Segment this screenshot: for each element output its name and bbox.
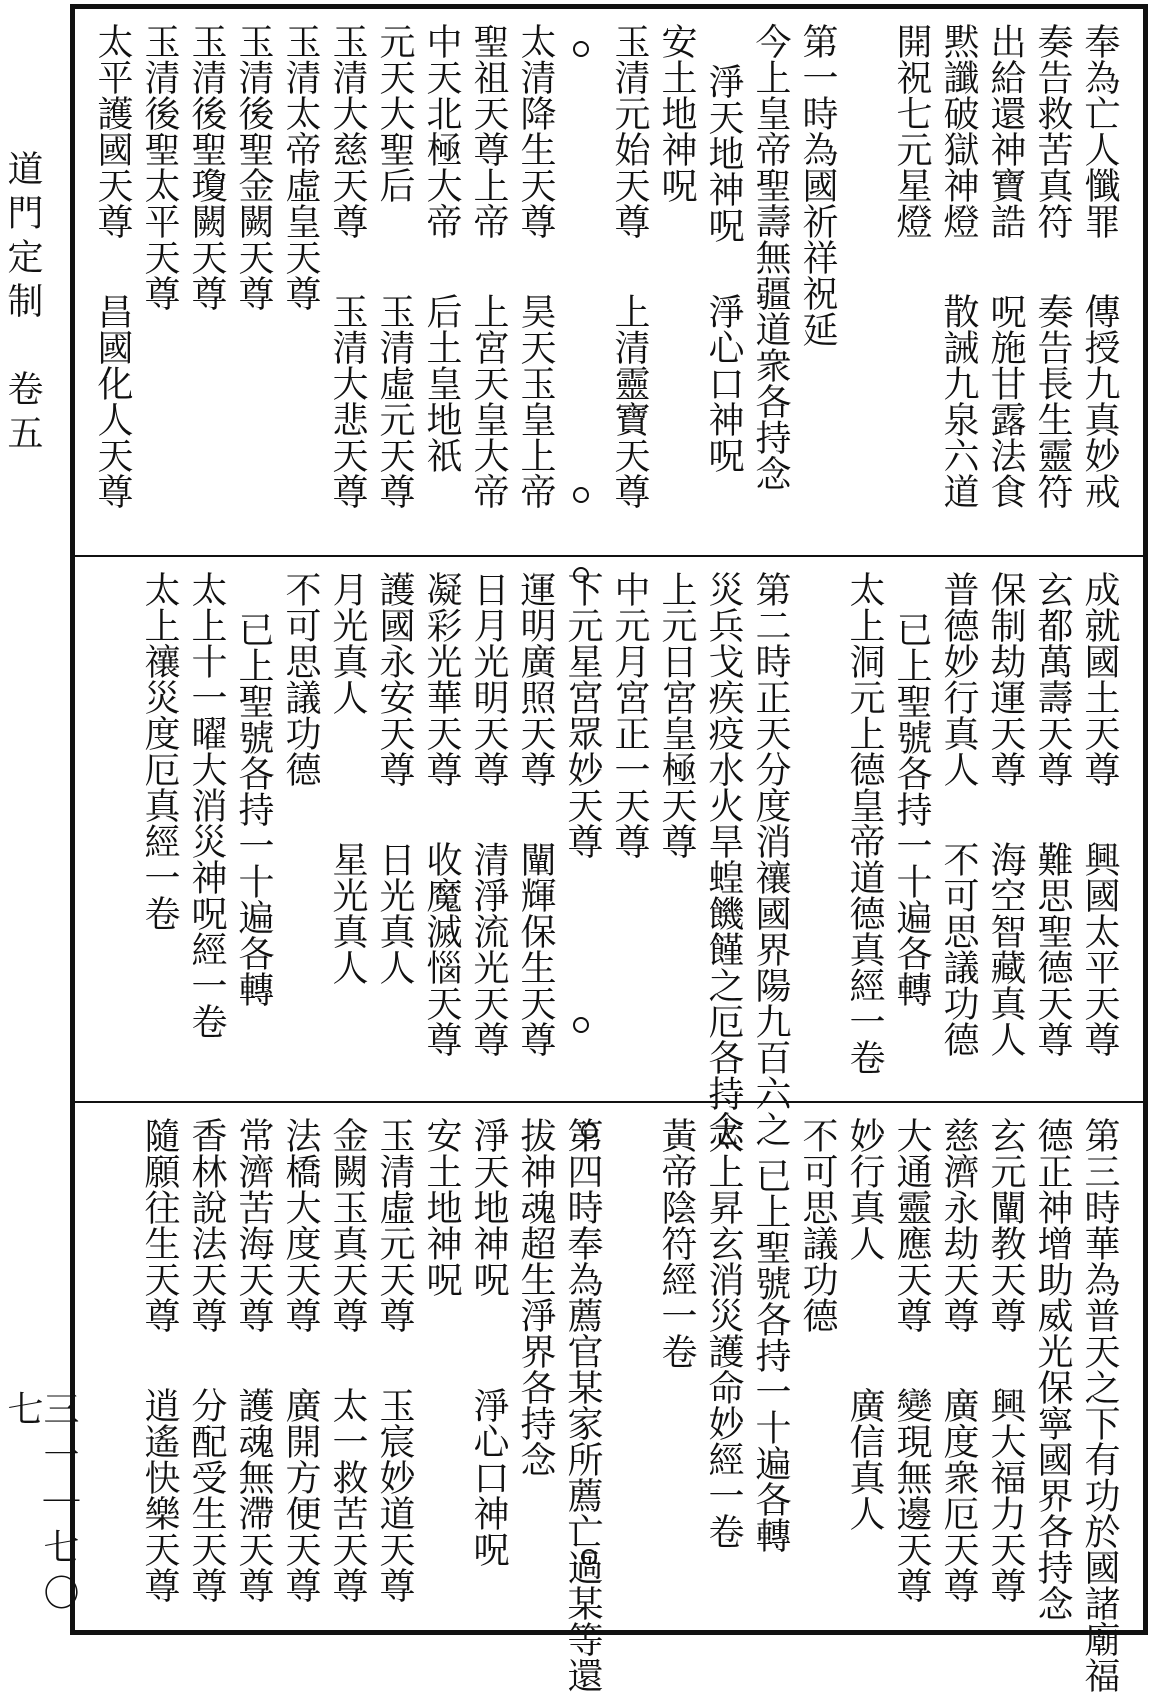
- column-text: 不可思議功德: [280, 571, 321, 787]
- text-column: [136, 571, 183, 1087]
- text-column: [1029, 23, 1076, 541]
- column-text-lower: 興大福力天尊: [985, 1387, 1026, 1603]
- text-column: [841, 1117, 888, 1616]
- text-column: [136, 23, 183, 541]
- text-column: [277, 1117, 324, 1616]
- text-column: [465, 571, 512, 1087]
- column-text-lower: 闡輝保生天尊: [515, 841, 556, 1057]
- column-text-lower: 玉清大悲天尊: [327, 293, 368, 509]
- panel-bottom: [75, 1101, 1143, 1693]
- column-text-lower: 收魔滅惱天尊: [421, 841, 462, 1057]
- column-text: 太上十一曜大消災神呪經一卷: [186, 571, 227, 1039]
- text-column: [794, 23, 841, 541]
- column-text: 不可思議功德: [797, 1117, 838, 1333]
- text-column: [794, 571, 841, 1087]
- column-text: 已上聖號各持一十遍各轉: [233, 611, 274, 1007]
- column-text: 第一時為國祈祥祝延: [797, 23, 838, 347]
- column-text: 大通靈應天尊: [891, 1117, 932, 1333]
- column-text-lower: 分配受生天尊: [186, 1387, 227, 1603]
- column-text-lower: 后土皇地祇: [421, 293, 462, 473]
- column-text: 玄元闡教天尊: [985, 1117, 1026, 1333]
- column-text: 玉清大慈天尊: [327, 23, 368, 239]
- column-text: 玉清後聖瓊闕天尊: [186, 23, 227, 311]
- column-text: 護國永安天尊: [374, 571, 415, 787]
- text-columns: [85, 571, 1123, 1147]
- column-text: 玉清後聖太平天尊: [139, 23, 180, 311]
- column-text-lower: 昊天玉皇上帝: [515, 293, 556, 509]
- text-column: [1076, 23, 1123, 541]
- panel-middle: [75, 555, 1143, 1147]
- column-text: 安土地神呪: [656, 23, 697, 203]
- text-column: [606, 571, 653, 1087]
- column-text-lower: 傳授九真妙戒: [1079, 293, 1120, 509]
- column-text-lower: 上清靈寶天尊: [609, 293, 650, 509]
- text-column: [935, 23, 982, 541]
- column-text-lower: 昌國化人天尊: [92, 293, 133, 509]
- text-column: [371, 571, 418, 1087]
- column-text: 上元日宮皇極天尊: [656, 571, 697, 859]
- column-text: 常濟苦海天尊: [233, 1117, 274, 1333]
- column-text-lower: 廣度衆厄天尊: [938, 1387, 979, 1603]
- text-column: [982, 1117, 1029, 1616]
- column-text: 隨願往生天尊: [139, 1117, 180, 1333]
- column-text: 安土地神呪: [421, 1117, 462, 1297]
- text-column: [888, 23, 935, 541]
- text-column: [559, 23, 606, 541]
- column-text: 拔神魂超生淨界各持念: [515, 1117, 556, 1477]
- text-column: [230, 1117, 277, 1616]
- column-text: 玉清後聖金闕天尊: [233, 23, 274, 311]
- text-column: [606, 1117, 653, 1616]
- column-text: 中天北極大帝: [421, 23, 462, 239]
- text-column: [794, 1117, 841, 1616]
- text-column: [653, 1117, 700, 1616]
- column-text: 聖祖天尊上帝: [468, 23, 509, 239]
- column-text-lower: 玉宸妙道天尊: [374, 1387, 415, 1603]
- column-text: 太平護國天尊: [92, 23, 133, 239]
- text-column: [747, 23, 794, 541]
- column-text: 香林說法天尊: [186, 1117, 227, 1333]
- column-text: 保制劫運天尊: [985, 571, 1026, 787]
- text-column: [324, 1117, 371, 1616]
- column-text: 金闕玉真天尊: [327, 1117, 368, 1333]
- column-text-lower: 興國太平天尊: [1079, 841, 1120, 1057]
- text-column: [324, 23, 371, 541]
- column-text: 法橋大度天尊: [280, 1117, 321, 1333]
- text-column: [418, 1117, 465, 1616]
- column-text: 第二時正天分度消禳國界陽九百六之: [750, 571, 791, 1147]
- text-column: [747, 1117, 794, 1616]
- column-text: 太上洞元上德皇帝道德真經一卷: [844, 571, 885, 1075]
- column-text-lower: 星光真人: [327, 841, 368, 985]
- column-text-lower: 變現無邊天尊: [891, 1387, 932, 1603]
- text-column: [183, 1117, 230, 1616]
- text-column: [1076, 1117, 1123, 1693]
- text-column: [371, 23, 418, 541]
- column-text-lower: 奏告長生靈符: [1032, 293, 1073, 509]
- column-text-lower: 難思聖德天尊: [1032, 841, 1073, 1057]
- column-text: 第四時奉為薦官某家所薦亡過某等還: [562, 1117, 603, 1693]
- text-column: [418, 23, 465, 541]
- text-column: [277, 23, 324, 541]
- text-column: [982, 23, 1029, 541]
- text-column: [559, 1117, 606, 1693]
- column-text: 玉清虛元天尊: [374, 1117, 415, 1333]
- text-column: [935, 1117, 982, 1616]
- column-text: 第三時華為普天之下有功於國諸廟福: [1079, 1117, 1120, 1693]
- column-text-lower: 淨心口神呪: [703, 293, 744, 473]
- text-column: [747, 571, 794, 1147]
- column-text: 已上聖號各持一十遍各轉: [750, 1157, 791, 1553]
- column-text-lower: 太一救苦天尊: [327, 1387, 368, 1603]
- column-text-lower: 護魂無滯天尊: [233, 1387, 274, 1603]
- column-text: 開祝七元星燈: [891, 23, 932, 239]
- column-text: 玄都萬壽天尊: [1032, 571, 1073, 787]
- text-column: [512, 571, 559, 1087]
- page-margin: [0, 0, 79, 1645]
- column-text: 淨天地神呪: [468, 1117, 509, 1297]
- text-column: [700, 23, 747, 541]
- text-column: [512, 23, 559, 541]
- column-text-lower: 海空智藏真人: [985, 841, 1026, 1057]
- column-text-lower: 淨心口神呪: [468, 1387, 509, 1567]
- column-text: 月光真人: [327, 571, 368, 715]
- text-column: [89, 23, 136, 541]
- text-column: [559, 571, 606, 1087]
- column-text: 太清降生天尊: [515, 23, 556, 239]
- text-column: [606, 23, 653, 541]
- text-column: [700, 1117, 747, 1616]
- column-text: 出給還神寶誥: [985, 23, 1026, 239]
- column-text: 玉清太帝虛皇天尊: [280, 23, 321, 311]
- column-text-lower: 廣信真人: [844, 1387, 885, 1531]
- text-column: [465, 23, 512, 541]
- column-text-lower: 散誡九泉六道: [938, 293, 979, 509]
- text-column: [1076, 571, 1123, 1087]
- column-text: 慈濟永劫天尊: [938, 1117, 979, 1333]
- column-text: 中元月宮正一天尊: [609, 571, 650, 859]
- column-text: 妙行真人: [844, 1117, 885, 1261]
- column-text-lower: 不可思議功德: [938, 841, 979, 1057]
- column-text: 元天大聖后: [374, 23, 415, 203]
- column-text: 淨天地神呪: [703, 63, 744, 243]
- text-column: [512, 1117, 559, 1616]
- text-column: [982, 571, 1029, 1087]
- column-text: 太上禳災度厄真經一卷: [139, 571, 180, 931]
- text-column: [935, 571, 982, 1087]
- text-column: [841, 23, 888, 541]
- column-text: 玉清元始天尊: [609, 23, 650, 239]
- page-number: 三一｜七〇七: [2, 1390, 79, 1620]
- column-text: 已上聖號各持一十遍各轉: [891, 611, 932, 1007]
- column-text: 黃帝陰符經一卷: [656, 1117, 697, 1369]
- column-text-lower: 清淨流光天尊: [468, 841, 509, 1057]
- column-text-lower: 日光真人: [374, 841, 415, 985]
- column-text: 太上昇玄消災護命妙經一卷: [703, 1117, 744, 1549]
- text-column: [183, 571, 230, 1087]
- text-column: [700, 571, 747, 1147]
- column-text: 普德妙行真人: [938, 571, 979, 787]
- panel-top: [75, 9, 1143, 555]
- column-text-lower: 上宮天皇大帝: [468, 293, 509, 509]
- column-text: 成就國土天尊: [1079, 571, 1120, 787]
- column-text: 奉為亡人懺罪: [1079, 23, 1120, 239]
- text-column: [371, 1117, 418, 1616]
- column-text: 凝彩光華天尊: [421, 571, 462, 787]
- text-column: [653, 23, 700, 541]
- column-text: 日月光明天尊: [468, 571, 509, 787]
- text-column: [277, 571, 324, 1087]
- text-column: [1029, 571, 1076, 1087]
- text-column: [841, 571, 888, 1087]
- text-column: [888, 571, 935, 1087]
- text-column: [1029, 1117, 1076, 1621]
- column-text-lower: 玉清虛元天尊: [374, 293, 415, 509]
- text-column: [230, 571, 277, 1087]
- column-text: 運明廣照天尊: [515, 571, 556, 787]
- column-text-lower: 廣開方便天尊: [280, 1387, 321, 1603]
- text-column: [465, 1117, 512, 1616]
- text-column: [183, 23, 230, 541]
- text-column: [888, 1117, 935, 1616]
- column-text-lower: 逍遙快樂天尊: [139, 1387, 180, 1603]
- text-column: [230, 23, 277, 541]
- page-frame: [70, 4, 1148, 1693]
- text-columns: [85, 1117, 1123, 1693]
- column-text-lower: 呪施甘露法食: [985, 293, 1026, 509]
- text-columns: [85, 23, 1123, 541]
- text-column: [136, 1117, 183, 1616]
- column-text: 下元星宮眾妙天尊: [562, 571, 603, 859]
- text-column: [324, 571, 371, 1087]
- column-text: 災兵戈疾疫水火旱蝗饑饉之厄各持念: [703, 571, 744, 1147]
- book-title: 道門定制 卷五: [2, 150, 43, 458]
- column-text: 黙讖破獄神燈: [938, 23, 979, 239]
- text-column: [653, 571, 700, 1087]
- column-text: 今上皇帝聖壽無疆道衆各持念: [750, 23, 791, 491]
- text-column: [418, 571, 465, 1087]
- column-text: 奏告救苦真符: [1032, 23, 1073, 239]
- column-text: 德正神增助威光保寧國界各持念: [1032, 1117, 1073, 1621]
